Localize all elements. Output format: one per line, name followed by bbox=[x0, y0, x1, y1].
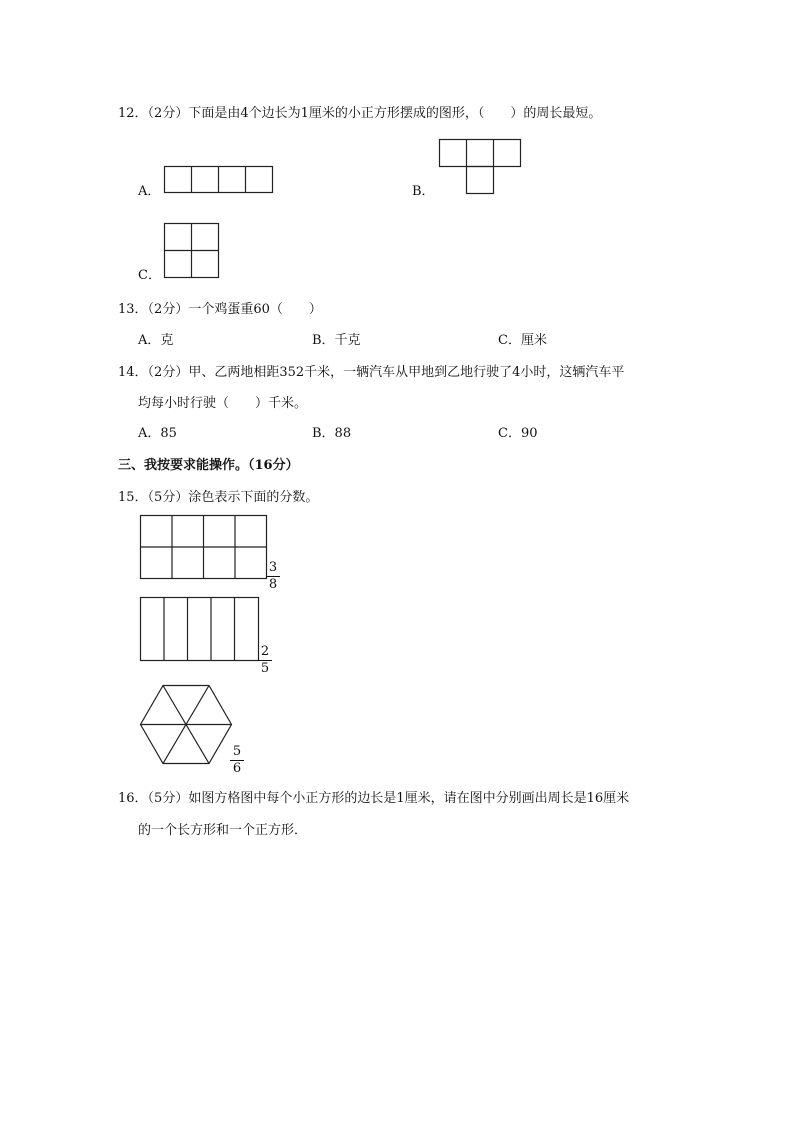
q13-stem: 13．（2分）一个鸡蛋重60（ ） bbox=[118, 302, 322, 317]
q14-option-b: B．88 bbox=[312, 426, 352, 441]
q15-rectangle-fifths[interactable] bbox=[140, 597, 260, 662]
q12-figure-c-two-by-two-square bbox=[164, 223, 220, 279]
q15-stem: 15．（5分）涂色表示下面的分数。 bbox=[118, 490, 319, 505]
q13-option-a: A．克 bbox=[138, 333, 174, 348]
q15-hexagon-sixths[interactable] bbox=[140, 685, 232, 765]
fraction-numerator: 5 bbox=[232, 744, 242, 759]
q13-option-c: C．厘米 bbox=[498, 333, 547, 348]
q12-option-b-letter: B． bbox=[412, 184, 435, 199]
q14-option-c: C．90 bbox=[498, 426, 538, 441]
q16-stem-line1: 16．（5分）如图方格图中每个小正方形的边长是1厘米，请在图中分别画出周长是16厘米 bbox=[118, 791, 630, 806]
fraction-numerator: 3 bbox=[268, 560, 278, 575]
q15-fraction-2-5 bbox=[258, 645, 272, 676]
fraction-numerator: 2 bbox=[260, 644, 270, 659]
fraction-denominator: 8 bbox=[268, 577, 278, 592]
q13-option-b: B．千克 bbox=[312, 333, 361, 348]
q15-rectangle-eighths[interactable] bbox=[140, 515, 268, 580]
q14-stem-line1: 14．（2分）甲、乙两地相距352千米，一辆汽车从甲地到乙地行驶了4小时，这辆汽车平 bbox=[118, 365, 625, 380]
q12-option-c-letter: C． bbox=[138, 268, 161, 283]
fraction-denominator: 5 bbox=[260, 661, 270, 676]
q15-fraction-3-8 bbox=[266, 561, 280, 592]
q14-option-a: A．85 bbox=[138, 426, 177, 441]
section-3-heading: 三、我按要求能操作。（16分） bbox=[118, 458, 299, 473]
q12-option-a-letter: A． bbox=[138, 184, 161, 199]
fraction-denominator: 6 bbox=[232, 761, 242, 776]
q12-stem: 12．（2分）下面是由4个边长为1厘米的小正方形摆成的图形，（ ）的周长最短。 bbox=[118, 106, 602, 121]
q14-stem-line2: 均每小时行驶（ ）千米。 bbox=[138, 396, 308, 411]
q16-stem-line2: 的一个长方形和一个正方形． bbox=[138, 823, 308, 838]
q15-fraction-5-6 bbox=[230, 745, 244, 776]
q12-figure-a-row-of-four-squares bbox=[164, 166, 274, 194]
q12-figure-b-t-shape bbox=[439, 139, 522, 195]
